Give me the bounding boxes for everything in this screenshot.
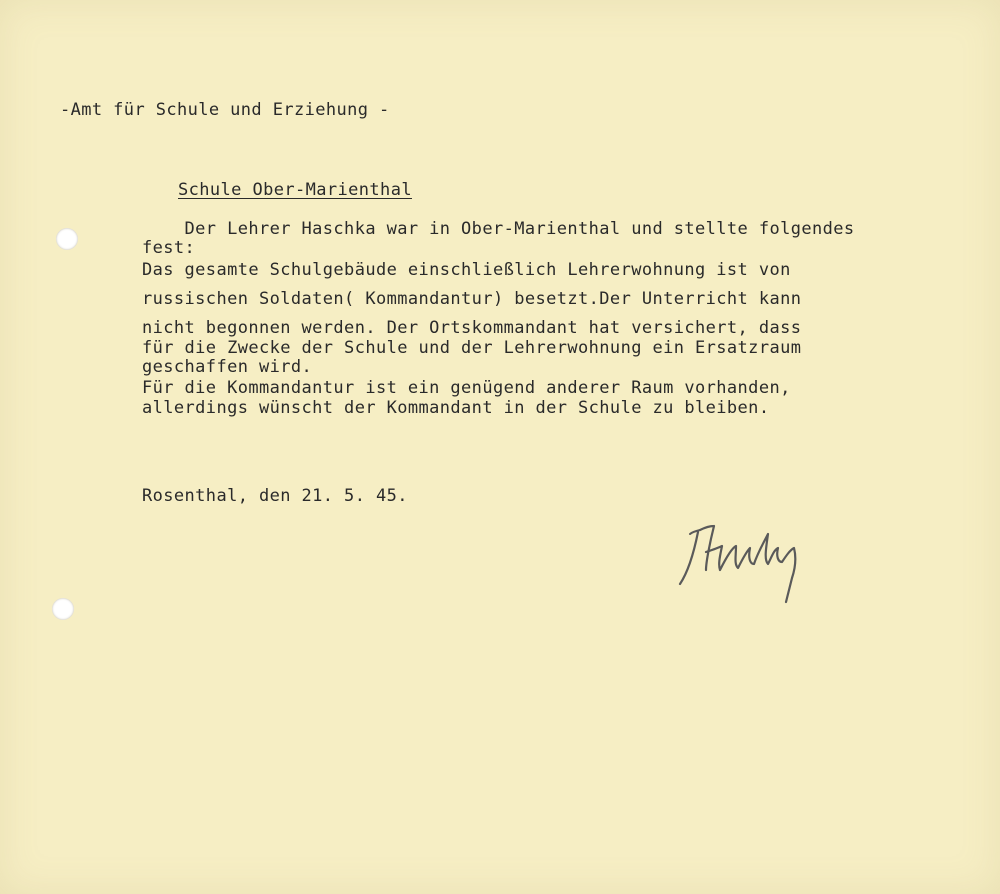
body-line: russischen Soldaten( Kommandantur) besetzt.Der Unterricht kann: [142, 289, 802, 309]
punch-hole: [52, 598, 74, 620]
handwritten-signature: [670, 512, 830, 612]
place-date: Rosenthal, den 21. 5. 45.: [142, 486, 408, 506]
office-heading: -Amt für Schule und Erziehung -: [60, 100, 390, 120]
body-line: nicht begonnen werden. Der Ortskommandant hat versichert, dass: [142, 318, 802, 338]
body-line: für die Zwecke der Schule und der Lehrerwohnung ein Ersatzraum: [142, 338, 802, 358]
body-line: geschaffen wird.: [142, 357, 313, 377]
punch-hole: [56, 228, 78, 250]
body-line: fest:: [142, 238, 196, 258]
body-line: Für die Kommandantur ist ein genügend anderer Raum vorhanden,: [142, 378, 791, 398]
subject-line: Schule Ober-Marienthal: [178, 180, 412, 200]
body-line: Das gesamte Schulgebäude einschließlich Lehrerwohnung ist von: [142, 260, 791, 280]
body-line: allerdings wünscht der Kommandant in der Schule zu bleiben.: [142, 398, 770, 418]
body-line: Der Lehrer Haschka war in Ober-Marienthal und stellte folgendes: [142, 219, 855, 239]
